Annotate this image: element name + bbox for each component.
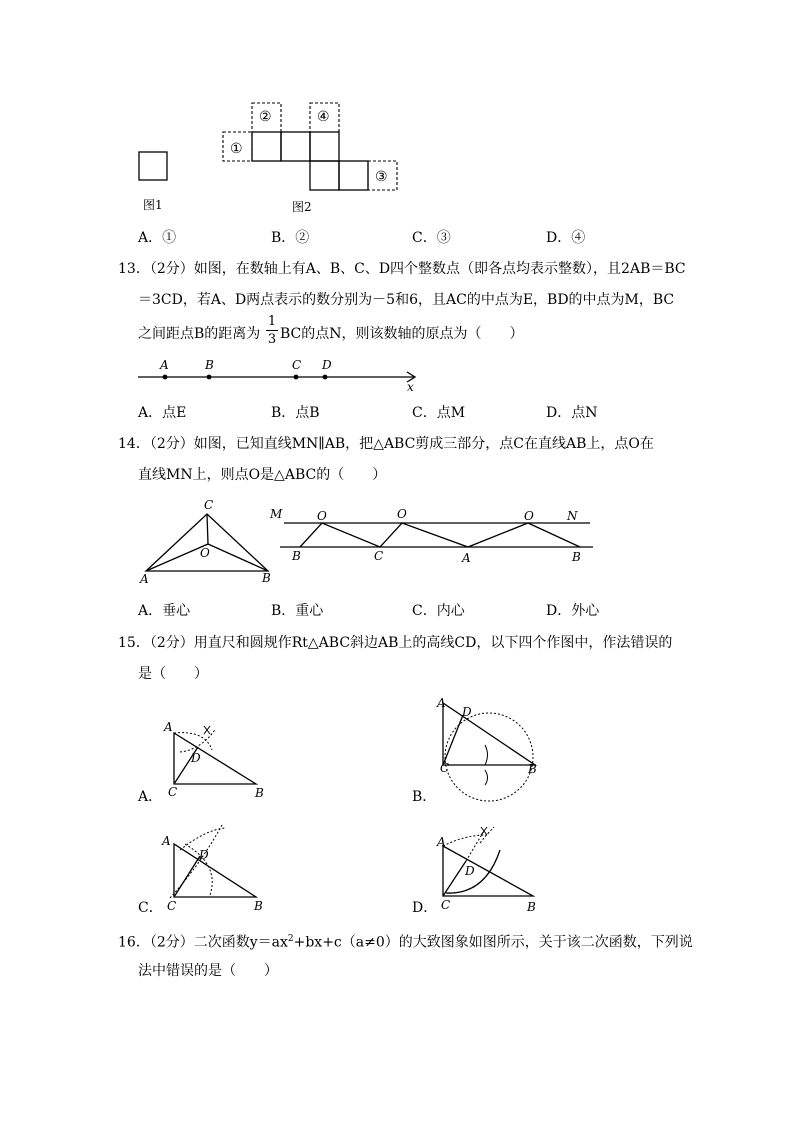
tri-label-a: A — [140, 572, 149, 586]
q14-option-d[interactable]: D．外心 — [546, 603, 600, 619]
cell-label-4: ④ — [317, 109, 330, 125]
fig-c-label-b: B — [254, 899, 263, 913]
right-label-o3: O — [524, 509, 534, 523]
q12-option-d[interactable]: D．④ — [546, 230, 586, 246]
tri-label-c: C — [204, 498, 214, 512]
fig2-label: 图2 — [292, 200, 312, 214]
q13-line3a: 之间距点B的距离为 — [138, 326, 261, 342]
q14-option-b[interactable]: B．重心 — [271, 603, 324, 619]
q13-option-b[interactable]: B．点B — [271, 405, 320, 421]
q12-option-b[interactable]: B．② — [271, 230, 310, 246]
tri-label-o: O — [200, 546, 210, 560]
q13-line2: ＝3CD，若A、D两点表示的数分别为－5和6，且AC的中点为E，BD的中点为M，BC — [138, 292, 675, 308]
axis-point-c: C — [292, 358, 302, 372]
fig-d-label-c: C — [441, 898, 451, 912]
fig-d-label-d: D — [465, 864, 475, 878]
q14-line1: 14．（2分）如图，已知直线MN∥AB，把△ABC剪成三部分，点C在直线AB上，点O在 — [118, 436, 654, 452]
right-label-o2: O — [397, 507, 407, 521]
fig-b-label-a: A — [437, 696, 446, 710]
q15-option-d[interactable]: D． — [412, 900, 438, 916]
q16-line1: 16．（2分）二次函数$y=ax^2+bx+c(a\ne 0)$的大致图象如图所示，关于该二次函数，下列说 — [118, 934, 693, 951]
right-label-m: M — [270, 507, 283, 521]
fig-c-label-c: C — [167, 899, 177, 913]
q14-line2: 直线MN上，则点O是△ABC的（ ） — [138, 467, 387, 483]
cell-label-1: ① — [230, 141, 243, 157]
number-line — [136, 352, 426, 394]
q15-figure-d — [430, 825, 545, 900]
q12-option-a[interactable]: A．① — [138, 230, 177, 246]
fig-b-label-d: D — [462, 705, 472, 719]
axis-point-b: B — [205, 358, 214, 372]
q15-option-b[interactable]: B． — [412, 789, 437, 805]
right-label-a: A — [462, 551, 471, 565]
fig-c-label-d: D — [199, 848, 209, 862]
fig-d-label-b: B — [527, 900, 536, 914]
q15-figure-a — [160, 720, 270, 790]
fig-a-label-a: A — [164, 720, 173, 734]
fig1-square — [139, 152, 167, 180]
q15-figure-b — [430, 690, 545, 805]
fraction-numerator: 1 — [267, 314, 277, 329]
q13-option-c[interactable]: C．点M — [412, 405, 466, 421]
fraction-denominator: 3 — [267, 332, 277, 347]
q12-option-c[interactable]: C．③ — [412, 230, 451, 246]
fraction-bar — [266, 330, 278, 331]
q13-line3b: BC的点N，则该数轴的原点为（ ） — [280, 326, 524, 342]
fig1-label: 图1 — [143, 198, 163, 212]
fig-c-label-a: A — [162, 834, 171, 848]
q15-line2: 是（ ） — [138, 666, 208, 682]
fig-d-label-a: A — [437, 835, 446, 849]
right-label-c: C — [374, 549, 384, 563]
q15-line1: 15．（2分）用直尺和圆规作Rt△ABC斜边AB上的高线CD，以下四个作图中，作法错误的 — [118, 635, 673, 651]
q15-option-c[interactable]: C． — [138, 900, 163, 916]
cell-label-2: ② — [259, 109, 272, 125]
q14-option-c[interactable]: C．内心 — [412, 603, 465, 619]
axis-point-a: A — [160, 358, 169, 372]
q15-figure-c — [160, 820, 270, 900]
fig-a-label-c: C — [168, 785, 178, 799]
right-label-b2: B — [572, 550, 581, 564]
q13-line1: 13．（2分）如图，在数轴上有A、B、C、D四个整数点（即各点均表示整数），且2AB＝BC — [118, 261, 686, 277]
fig-a-label-b: B — [255, 786, 264, 800]
fig-b-label-b: B — [528, 762, 537, 776]
axis-x-label: x — [407, 380, 414, 394]
net-solid-cells — [252, 132, 368, 190]
q13-option-d[interactable]: D．点N — [546, 405, 598, 421]
fig-b-label-c: C — [440, 761, 450, 775]
q14-option-a[interactable]: A．垂心 — [138, 603, 191, 619]
q13-option-a[interactable]: A．点E — [138, 405, 187, 421]
q15-option-a[interactable]: A． — [138, 789, 163, 805]
right-label-b1: B — [292, 549, 301, 563]
right-label-o1: O — [317, 509, 327, 523]
axis-point-d: D — [322, 358, 332, 372]
q16-line2: 法中错误的是（ ） — [138, 963, 278, 979]
cell-label-3: ③ — [375, 169, 388, 185]
right-label-n: N — [567, 509, 578, 523]
fig-a-label-d: D — [191, 751, 201, 765]
tri-label-b: B — [262, 571, 271, 585]
